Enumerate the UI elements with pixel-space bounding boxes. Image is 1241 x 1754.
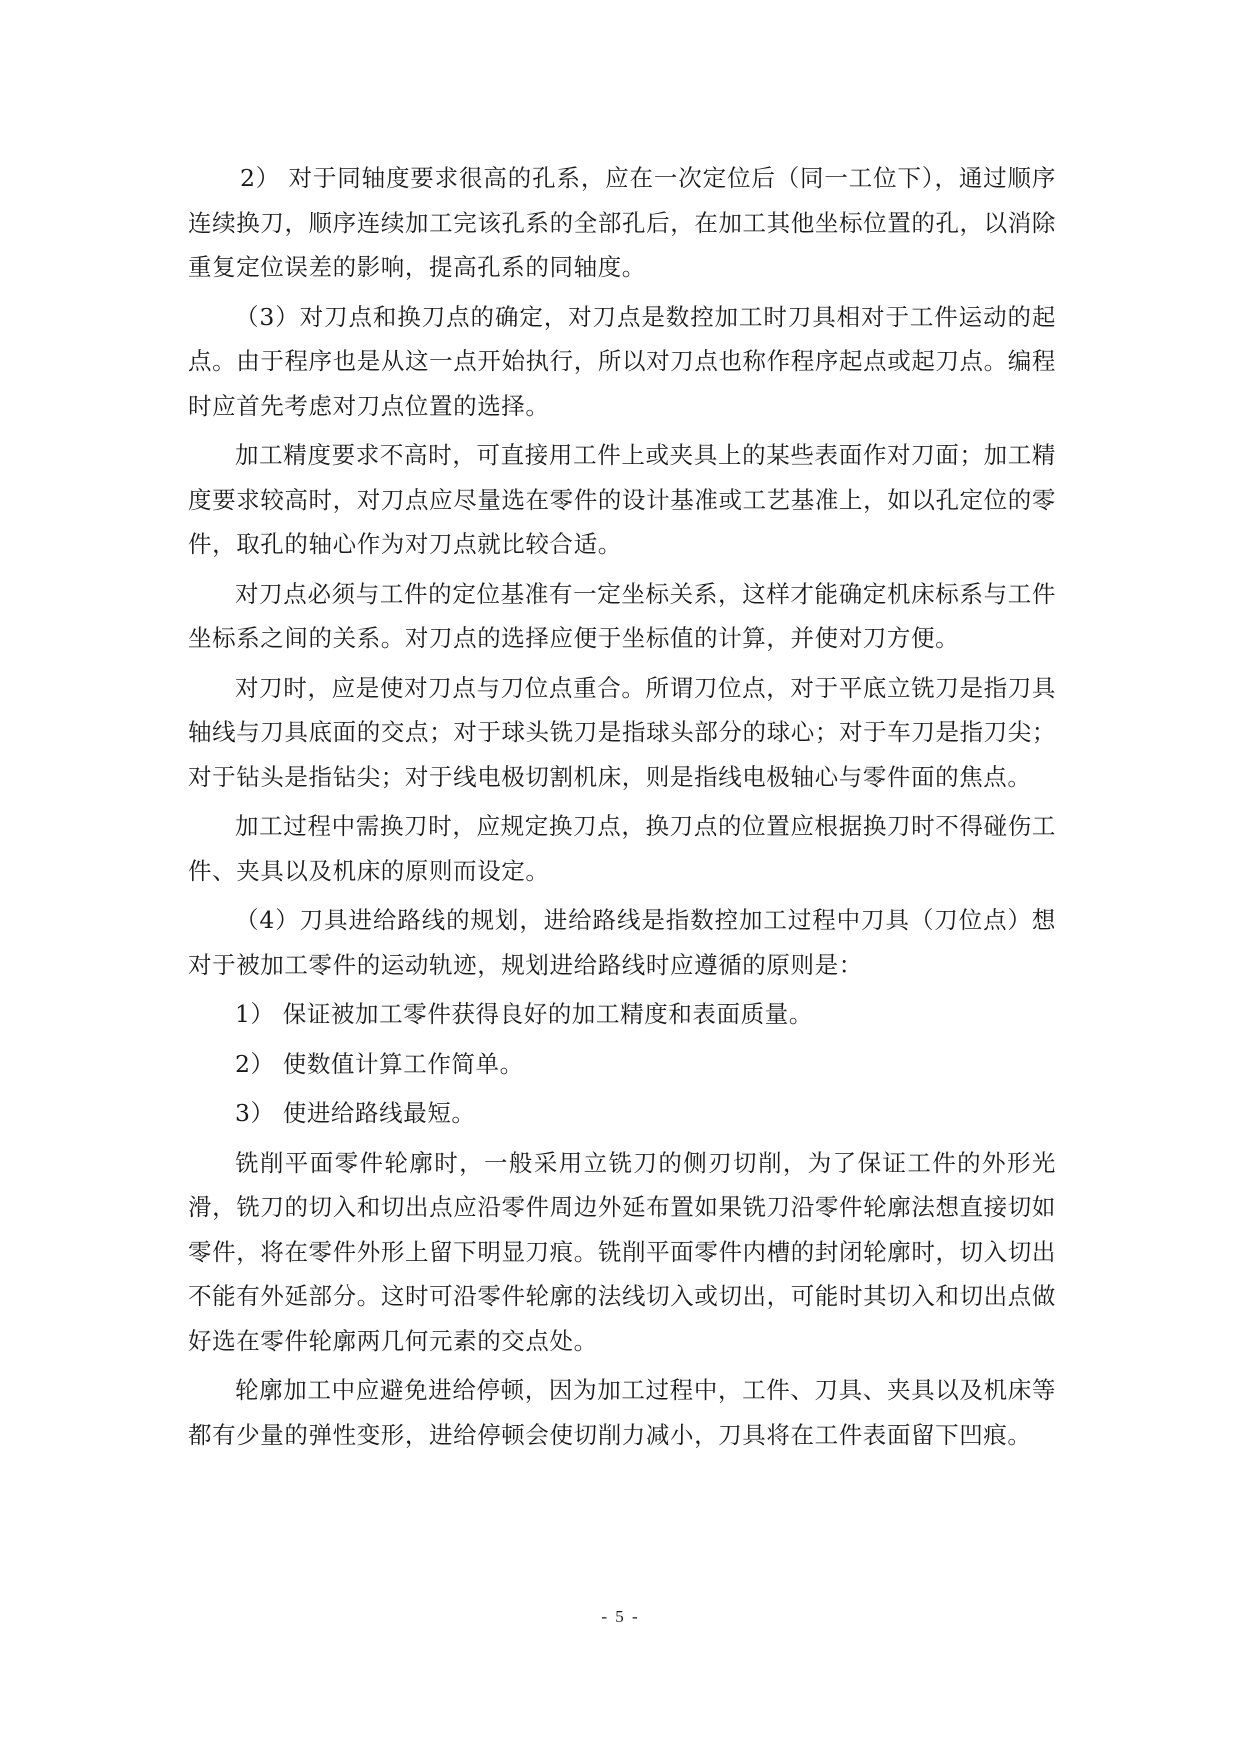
paragraph-coaxial-holes: 2） 对于同轴度要求很高的孔系，应在一次定位后（同一工位下），通过顺序连续换刀，顺序连续加工完该孔系的全部孔后，在加工其他坐标位置的孔，以消除重复定位误差的影响，提高孔系的同轴度。 (188, 164, 1056, 281)
paragraph-tool-setting-point: （3）对刀点和换刀点的确定，对刀点是数控加工时刀具相对于工件运动的起点。由于程序也是从这一点开始执行，所以对刀点也称作程序起点或起刀点。编程时应首先考虑对刀点位置的选择。 (188, 302, 1056, 420)
list-item-principle-2: 2） 使数值计算工作简单。 (235, 1049, 524, 1078)
document-body (188, 156, 1056, 1462)
paragraph-avoid-feed-pause: 轮廓加工中应避免进给停顿，因为加工过程中，工件、刀具、夹具以及机床等都有少量的弹性变形，进给停顿会使切削力减小，刀具将在工件表面留下凹痕。 (188, 1376, 1056, 1449)
paragraph-coordinate-relation: 对刀点必须与工件的定位基准有一定坐标关系，这样才能确定机床标系与工件坐标系之间的关系。对刀点的选择应便于坐标值的计算，并使对刀方便。 (188, 579, 1056, 652)
page-number: - 5 - (601, 1607, 640, 1626)
list-item-principle-3: 3） 使进给路线最短。 (235, 1099, 476, 1127)
paragraph-milling-contour: 铣削平面零件轮廓时，一般采用立铣刀的侧刃切削，为了保证工件的外形光滑，铣刀的切入和切出点应沿零件周边外延布置如果铣刀沿零件轮廓法想直接切如零件，将在零件外形上留下明显刀痕。铣削平面零件内槽的封闭轮廓时，切入切出不能有外延部分。这时可沿零件轮廓的法线切入或切出，可能时其切入和切出点做好选在零件轮廓两几何元素的交点处。 (188, 1148, 1056, 1355)
paragraph-precision-requirements: 加工精度要求不高时，可直接用工件上或夹具上的某些表面作对刀面；加工精度要求较高时，对刀点应尽量选在零件的设计基准或工艺基准上，如以孔定位的零件，取孔的轴心作为对刀点就比较合适。 (188, 441, 1056, 558)
paragraph-tool-change-point: 加工过程中需换刀时，应规定换刀点，换刀点的位置应根据换刀时不得碰伤工件、夹具以及机床的原则而设定。 (188, 812, 1056, 885)
paragraph-feed-path-planning: （4）刀具进给路线的规划，进给路线是指数控加工过程中刀具（刀位点）想对于被加工零件的运动轨迹，规划进给路线时应遵循的原则是： (188, 906, 1056, 979)
paragraph-tool-position-point: 对刀时，应是使对刀点与刀位点重合。所谓刀位点，对于平底立铣刀是指刀具轴线与刀具底面的交点；对于球头铣刀是指球头部分的球心；对于车刀是指刀尖；对于钻头是指钻尖；对于线电极切割机床，则是指线电极轴心与零件面的焦点。 (188, 673, 1056, 791)
list-item-principle-1: 1） 保证被加工零件获得良好的加工精度和表面质量。 (235, 1000, 813, 1028)
